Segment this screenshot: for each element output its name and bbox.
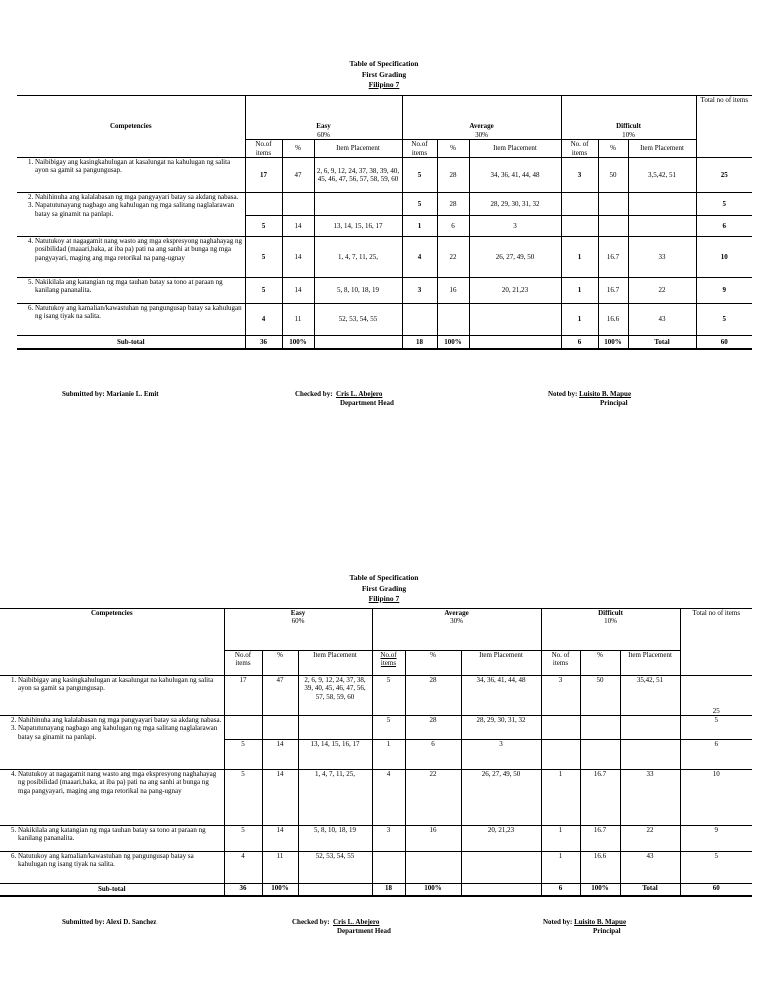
table-row: 5 14 13, 14, 15, 16, 17 1 6 3 6 bbox=[0, 740, 752, 770]
doc1-title bbox=[0, 59, 768, 91]
competencies-header: Competencies bbox=[17, 96, 245, 158]
doc2-subject: Filipino 7 bbox=[368, 594, 400, 603]
table-row: 1. Naibibigay ang kasingkahulugan at kasalungat na kahulugan ng salita ayon sa gamit sa pangungusap. 17 47 2, 6, 9, 12, 24, 37, 38, 39, 40, 45, 46, 47, 56, 57, 58, 59, 60 5 28 34, 36, 41, 44, 48 3 50 35,42, 51 25 bbox=[0, 676, 752, 716]
table-row: 2. Nahihinuha ang kalalabasan ng mga pangyayari batay sa akdang nabasa. 3. Napatutunayang nagbago ang kahulugan ng mga salitang naglalarawan batay sa ginamit na panlapi. 5 28 28, 29, 30, 31, 32 5 bbox=[0, 716, 752, 740]
total-items-header: Total no of items bbox=[696, 96, 752, 158]
easy-pct-2: % bbox=[262, 651, 298, 676]
doc1-submitted: Submitted by: Marianie L. Emit bbox=[62, 390, 159, 398]
avg-no-items-2: No.of items bbox=[372, 651, 405, 676]
table-row: 5. Nakikilala ang katangian ng mga tauhan batay sa tono at paraan ng kanilang pananalita. 5 14 5, 8, 10, 18, 19 3 16 20, 21,23 1 16.7 22 9 bbox=[17, 278, 752, 304]
table-row: 4. Natutukoy at nagagamit nang wasto ang mga ekspresyong naghahayag ng posibilidad (maaari,baka, at iba pa) pati na ang sanhi at bunga ng mga pangyayari, maging ang mga retorikal na pang-ugnay 5 14 1, 4, 7, 11, 25, 4 22 26, 27, 49, 50 1 16.7 33 10 bbox=[0, 770, 752, 826]
avg-placement: Item Placement bbox=[469, 140, 561, 158]
easy-pct: % bbox=[282, 140, 314, 158]
doc1-title-line: Table of Specification bbox=[349, 59, 419, 68]
table-row: 5. Nakikilala ang katangian ng mga tauhan batay sa tono at paraan ng kanilang pananalita. 5 14 5, 8, 10, 18, 19 3 16 20, 21,23 1 16.7 22 9 bbox=[0, 826, 752, 852]
easy-no-items-2: No.of items bbox=[224, 651, 262, 676]
table-row: 4. Natutukoy at nagagamit nang wasto ang mga ekspresyong naghahayag ng posibilidad (maaari,baka, at iba pa) pati na ang sanhi at bunga ng mga pangyayari, maging ang mga retorikal na pang-ugnay 5 14 1, 4, 7, 11, 25, 4 22 26, 27, 49, 50 1 16.7 33 10 bbox=[17, 237, 752, 278]
easy-placement-2: Item Placement bbox=[298, 651, 372, 676]
doc2-noted: Noted by: Luisito B. Mapue Principal bbox=[543, 918, 627, 935]
diff-pct: % bbox=[598, 140, 628, 158]
doc2-title-line: Table of Specification bbox=[349, 573, 419, 582]
difficult-header: Difficult 10% bbox=[561, 96, 696, 140]
diff-placement: Item Placement bbox=[628, 140, 696, 158]
total-items-header-2: Total no of items bbox=[680, 609, 752, 676]
table-row: 6. Natutukoy ang kamalian/kawastuhan ng pangungusap batay sa kahulugan ng isang tiyak na salita. 4 11 52, 53, 54, 55 1 16.6 43 5 bbox=[17, 304, 752, 336]
table-row: 1. Naibibigay ang kasingkahulugan at kasalungat na kahulugan ng salita ayon sa gamit sa pangungusap. 17 47 2, 6, 9, 12, 24, 37, 38, 39, 40, 45, 46, 47, 56, 57, 58, 59, 60 5 28 34, 36, 41, 44, 48 3 50 3,5,42, 51 25 bbox=[17, 158, 752, 193]
doc1-grading: First Grading bbox=[361, 69, 407, 79]
doc2-spec-table bbox=[0, 608, 752, 897]
easy-no-items: No.of items bbox=[245, 140, 282, 158]
average-header-2: Average 30% bbox=[372, 609, 541, 651]
easy-placement: Item Placement bbox=[314, 140, 402, 158]
subtotal-row: Sub-total 36 100% 18 100% 6 100% Total 60 bbox=[17, 336, 752, 349]
diff-no-items: No. of items bbox=[561, 140, 598, 158]
average-header: Average 30% bbox=[402, 96, 561, 140]
easy-header-2: Easy 60% bbox=[224, 609, 372, 651]
doc1-spec-table bbox=[17, 95, 752, 350]
subtotal-row-2: Sub-total 36 100% 18 100% 6 100% Total 60 bbox=[0, 884, 752, 896]
avg-pct: % bbox=[437, 140, 469, 158]
diff-placement-2: Item Placement bbox=[620, 651, 680, 676]
competencies-header-2: Competencies bbox=[0, 609, 224, 676]
difficult-header-2: Difficult 10% bbox=[541, 609, 680, 651]
table-row: 6. Natutukoy ang kamalian/kawastuhan ng pangungusap batay sa kahulugan ng isang tiyak na salita. 4 11 52, 53, 54, 55 1 16.6 43 5 bbox=[0, 852, 752, 884]
table-row: 5 14 13, 14, 15, 16, 17 1 6 3 6 bbox=[17, 216, 752, 237]
diff-pct-2: % bbox=[580, 651, 620, 676]
avg-placement-2: Item Placement bbox=[461, 651, 541, 676]
avg-pct-2: % bbox=[405, 651, 461, 676]
doc2-submitted: Submitted by: Alexi D. Sanchez bbox=[62, 918, 157, 926]
table-row: 2. Nahihinuha ang kalalabasan ng mga pangyayari batay sa akdang nabasa. 3. Napatutunayang nagbago ang kahulugan ng mga salitang naglalarawan batay sa ginamit na panlapi. 5 28 28, 29, 30, 31, 32 5 bbox=[17, 193, 752, 216]
avg-no-items: No.of items bbox=[402, 140, 437, 158]
diff-no-items-2: No. of items bbox=[541, 651, 580, 676]
doc2-checked: Checked by: Cris L. Abejero Department Head bbox=[292, 918, 391, 935]
easy-header: Easy 60% bbox=[245, 96, 402, 140]
doc1-noted: Noted by: Luisito B. Mapue Principal bbox=[548, 390, 632, 407]
doc2-grading: First Grading bbox=[361, 583, 407, 593]
doc1-subject: Filipino 7 bbox=[368, 80, 400, 89]
doc1-checked: Checked by: Cris L. Abejero Department Head bbox=[295, 390, 394, 407]
doc2-title bbox=[0, 573, 768, 605]
